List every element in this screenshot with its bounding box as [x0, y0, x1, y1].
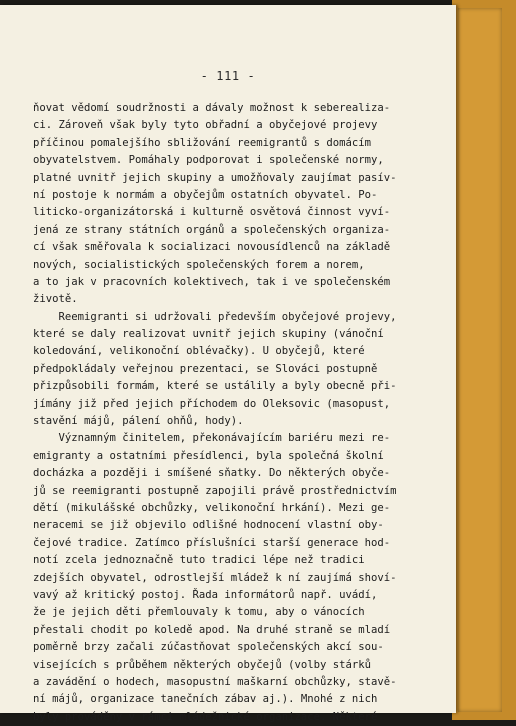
- text-line: přizpůsobili formám, které se ustálily a byly obecně při-: [33, 380, 397, 393]
- text-line: visejících s průběhem některých obyčejů (volby stárků: [33, 658, 372, 671]
- text-line: koledování, velikonoční oblévačky). U obyčejů, které: [33, 345, 365, 358]
- text-line: Reemigranti si udržovali především obyčejové projevy,: [33, 310, 397, 323]
- page-number: - 111 -: [200, 69, 256, 83]
- text-line: nových, socialistických společenských forem a norem,: [33, 258, 365, 271]
- text-line: a to jak v pracovních kolektivech, tak i ve společenském: [33, 275, 391, 288]
- text-line: příčinou pomalejšího sbližování reemigrantů s domácím: [33, 136, 372, 149]
- text-line: jů se reemigranti postupně zapojili právě prostřednictvím: [33, 484, 397, 497]
- text-line: byly prováděny v rámci mládežnické organizace. Některé: [33, 710, 378, 723]
- text-line: obyvatelstvem. Pomáhaly podporovat i společenské normy,: [33, 154, 384, 167]
- text-line: emigranty a ostatními přesídlenci, byla společná školní: [33, 449, 384, 462]
- text-line: jímány již před jejich příchodem do Oleksovic (masopust,: [33, 397, 391, 410]
- text-line: neracemi se již objevilo odlišné hodnocení vlastní oby-: [33, 519, 384, 532]
- text-line: a zavádění o hodech, masopustní maškarní obchůzky, stavě-: [33, 675, 397, 688]
- document-page: [0, 5, 456, 723]
- text-line: přestali chodit po koledě apod. Na druhé straně se mladí: [33, 623, 391, 636]
- text-line: poměrně brzy začali zúčastňovat společenských akcí sou-: [33, 641, 384, 654]
- text-line: liticko-organizátorská i kulturně osvětová činnost vyví-: [33, 206, 391, 219]
- text-line: stavění májů, pálení ohňů, hody).: [33, 415, 244, 428]
- text-line: platné uvnitř jejich skupiny a umožňovaly zaujímat pasív-: [33, 171, 397, 184]
- body-text: [33, 100, 451, 726]
- text-line: notí zcela jednoznačně tuto tradici lépe než tradici: [33, 554, 365, 567]
- text-line: ní májů, organizace tanečních zábav aj.). Mnohé z nich: [33, 693, 378, 706]
- text-line: čejové tradice. Zatímco příslušníci starší generace hod-: [33, 536, 391, 549]
- text-line: cí však směřovala k socializaci novousídlenců na základě: [33, 241, 391, 254]
- text-line: Významným činitelem, překonávajícím bariéru mezi re-: [33, 432, 391, 445]
- text-line: docházka a později i smíšené sňatky. Do některých obyče-: [33, 467, 391, 480]
- text-line: ci. Zároveň však byly tyto obřadní a obyčejové projevy: [33, 119, 378, 132]
- text-line: předpokládaly veřejnou prezentaci, se Slováci postupně: [33, 362, 378, 375]
- text-line: vavý až kritický postoj. Řada informátorů např. uvádí,: [33, 588, 378, 601]
- text-line: zdejších obyvatel, odrostlejší mládež k ní zaujímá shoví-: [33, 571, 397, 584]
- binder-edge-inner: [458, 8, 502, 712]
- text-line: ní postoje k normám a obyčejům ostatních obyvatel. Po-: [33, 188, 378, 201]
- text-line: ňovat vědomí soudržnosti a dávaly možnost k seberealiza-: [33, 102, 391, 114]
- text-line: životě.: [33, 293, 78, 306]
- text-line: že je jejich děti přemlouvaly k tomu, aby o vánocích: [33, 606, 365, 619]
- text-line: které se daly realizovat uvnitř jejich skupiny (vánoční: [33, 328, 384, 341]
- text-line: dětí (mikulášské obchůzky, velikonoční hrkání). Mezi ge-: [33, 501, 391, 514]
- text-line: jená ze strany státních orgánů a společenských organiza-: [33, 223, 391, 236]
